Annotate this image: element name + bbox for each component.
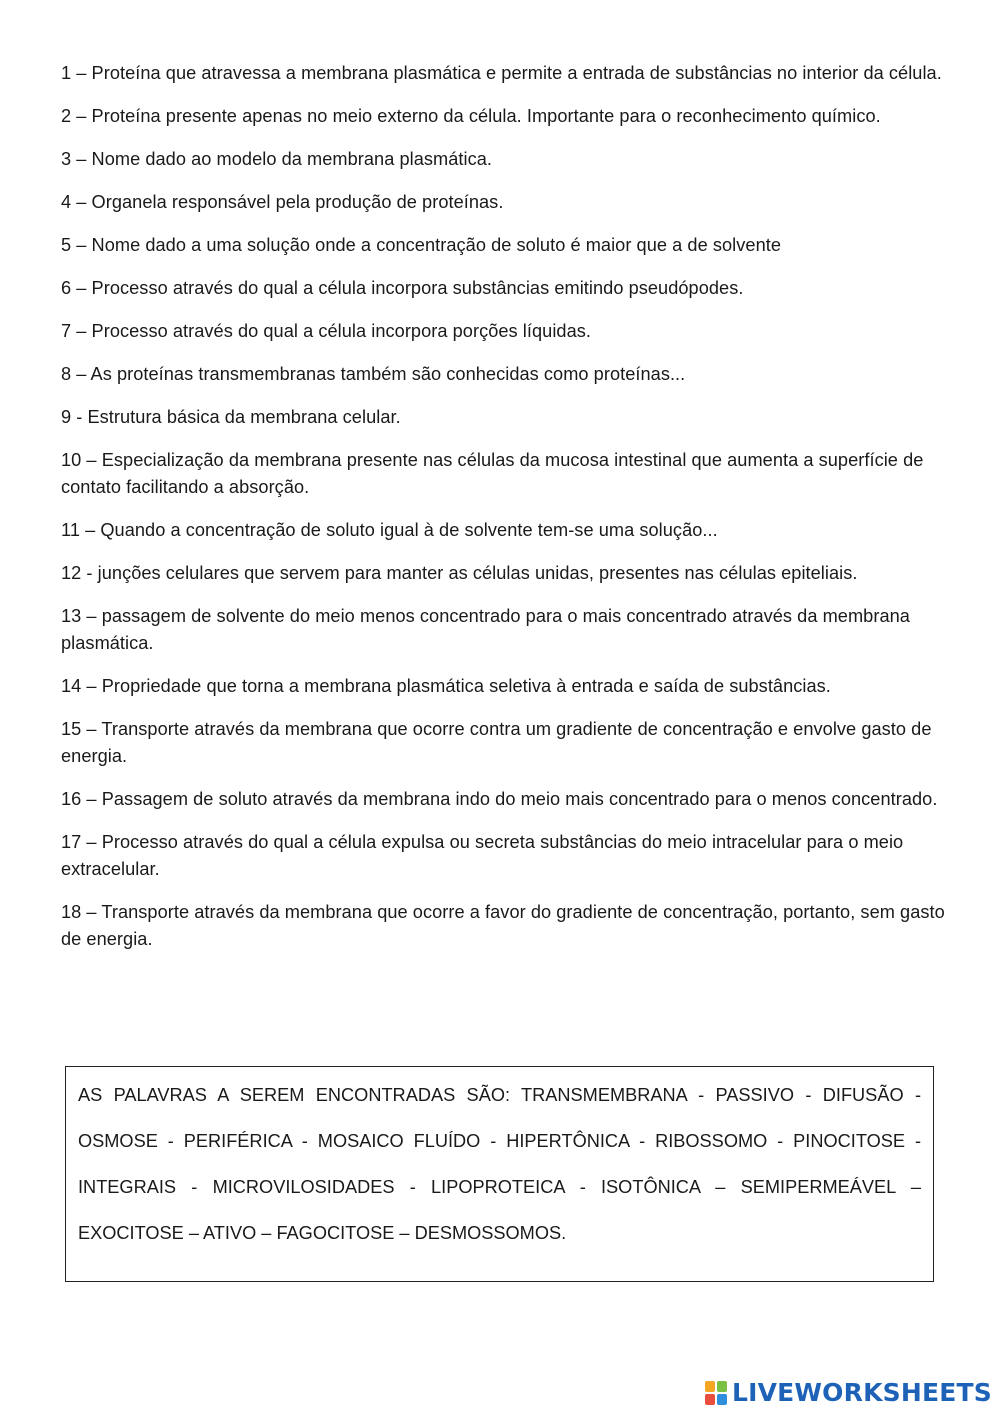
clue-4: 4 – Organela responsável pela produção de proteínas. (61, 192, 504, 212)
clue-6: 6 – Processo através do qual a célula incorpora substâncias emitindo pseudópodes. (61, 278, 744, 298)
word-bank-text: AS PALAVRAS A SEREM ENCONTRADAS SÃO: TRANSMEMBRANA - PASSIVO - DIFUSÃO - OSMOSE - PERIFÉRICA - MOSAICO FLUÍDO - HIPERTÔNICA - RIBOSSOMO - PINOCITOSE - INTEGRAIS - MICROVILOSIDADES - LIPOPROTEICA - ISOTÔNICA – SEMIPERMEÁVEL – EXOCITOSE – ATIVO – FAGOCITOSE – DESMOSSOMOS. (78, 1085, 921, 1243)
clue-7: 7 – Processo através do qual a célula incorpora porções líquidas. (61, 321, 591, 341)
clue-14: 14 – Propriedade que torna a membrana plasmática seletiva à entrada e saída de substâncias. (61, 676, 831, 696)
clue-15: 15 – Transporte através da membrana que ocorre contra um gradiente de concentração e envolve gasto de energia. (61, 719, 932, 766)
clue-5: 5 – Nome dado a uma solução onde a concentração de soluto é maior que a de solvente (61, 235, 781, 255)
clue-8: 8 – As proteínas transmembranas também são conhecidas como proteínas... (61, 364, 686, 384)
clue-9: 9 - Estrutura básica da membrana celular. (61, 407, 401, 427)
clue-3: 3 – Nome dado ao modelo da membrana plasmática. (61, 149, 493, 169)
clue-list (61, 60, 946, 969)
brand-name: LIVEWORKSHEETS (731, 1378, 992, 1407)
clue-18: 18 – Transporte através da membrana que ocorre a favor do gradiente de concentração, portanto, sem gasto de energia. (61, 902, 945, 949)
liveworksheets-brand[interactable] (705, 1378, 992, 1407)
clue-10: 10 – Especialização da membrana presente nas células da mucosa intestinal que aumenta a superfície de contato facilitando a absorção. (61, 450, 924, 497)
clue-13: 13 – passagem de solvente do meio menos concentrado para o mais concentrado através da membrana plasmática. (61, 606, 910, 653)
clue-16: 16 – Passagem de soluto através da membrana indo do meio mais concentrado para o menos concentrado. (61, 789, 938, 809)
word-bank-box (65, 1066, 934, 1282)
clue-12: 12 - junções celulares que servem para manter as células unidas, presentes nas células epiteliais. (61, 563, 858, 583)
clue-1: 1 – Proteína que atravessa a membrana plasmática e permite a entrada de substâncias no interior da célula. (61, 63, 942, 83)
clue-17: 17 – Processo através do qual a célula expulsa ou secreta substâncias do meio intracelular para o meio extracelular. (61, 832, 904, 879)
liveworksheets-logo-icon (705, 1381, 727, 1405)
clue-2: 2 – Proteína presente apenas no meio externo da célula. Importante para o reconhecimento químico. (61, 106, 881, 126)
clue-11: 11 – Quando a concentração de soluto igual à de solvente tem-se uma solução... (61, 520, 718, 540)
